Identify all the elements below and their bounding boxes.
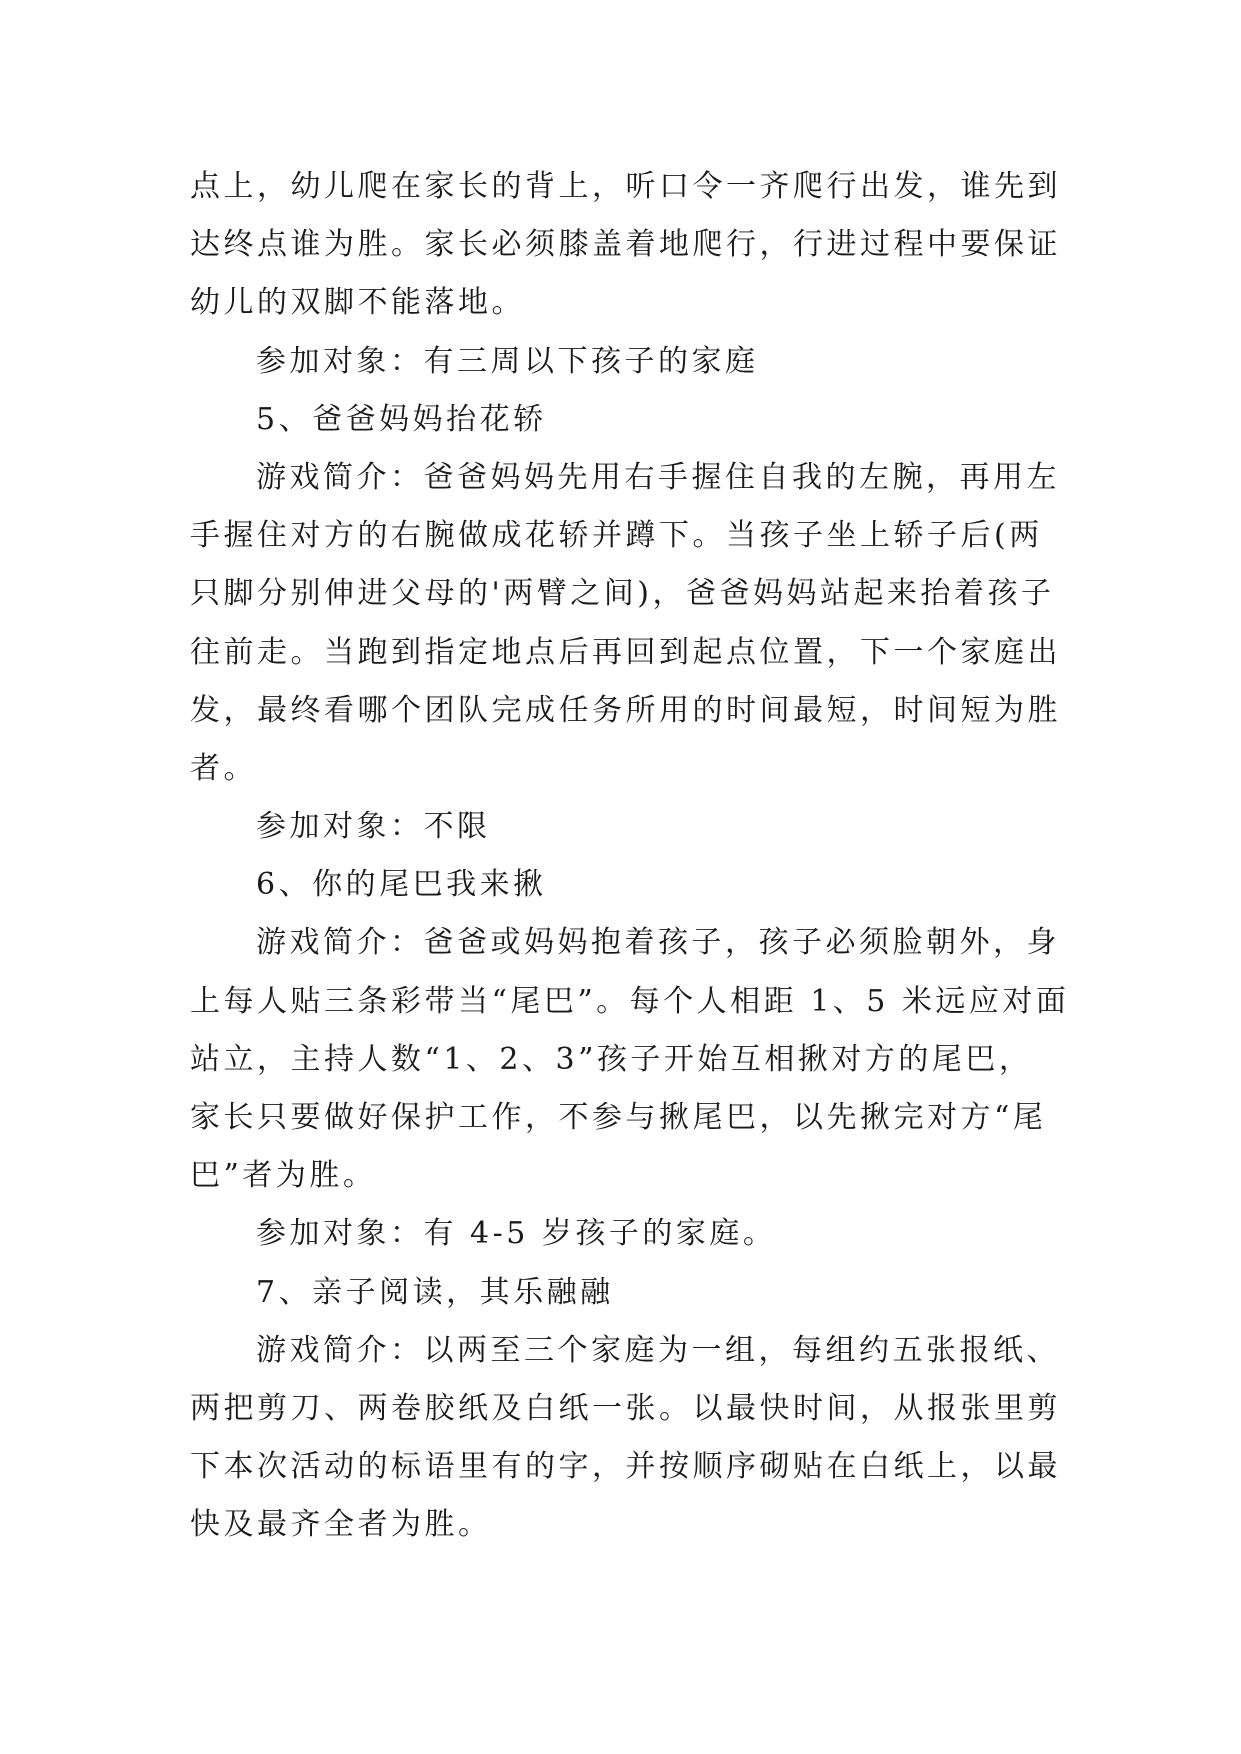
text-line: 站立，主持人数“1、2、3”孩子开始互相揪对方的尾巴， [190,1041,1033,1077]
text-line: 者。 [190,750,257,786]
text-line: 下本次活动的标语里有的字，并按顺序砌贴在白纸上，以最 [190,1449,1061,1485]
text-line: 达终点谁为胜。家长必须膝盖着地爬行，行进过程中要保证 [190,227,1061,263]
text-line: 手握住对方的右腕做成花轿并蹲下。当孩子坐上轿子后(两 [190,518,1043,554]
text-line: 快及最齐全者为胜。 [190,1507,492,1543]
text-line: 两把剪刀、两卷胶纸及白纸一张。以最快时间，从报张里剪 [190,1390,1061,1426]
participants-line: 参加对象：有 4-5 岁孩子的家庭。 [256,1216,777,1252]
game-heading: 7、亲子阅读，其乐融融 [256,1274,614,1310]
text-line: 往前走。当跑到指定地点后再回到起点位置，下一个家庭出 [190,634,1061,670]
game-description-line: 游戏简介：爸爸或妈妈抱着孩子，孩子必须脸朝外，身 [256,925,1060,961]
document-page [190,158,1070,1555]
text-line: 点上，幼儿爬在家长的背上，听口令一齐爬行出发，谁先到 [190,169,1061,204]
game-heading: 5、爸爸妈妈抬花轿 [256,401,547,437]
game-description-line: 游戏简介：爸爸妈妈先用右手握住自我的左腕，再用左 [256,459,1060,495]
text-line: 只脚分别伸进父母的'两臂之间)，爸爸妈妈站起来抬着孩子 [190,576,1055,612]
text-line: 家长只要做好保护工作，不参与揪尾巴，以先揪完对方“尾 [190,1100,1047,1135]
participants-line: 参加对象：有三周以下孩子的家庭 [256,343,759,379]
text-line: 巴”者为胜。 [190,1158,377,1194]
game-heading: 6、你的尾巴我来揪 [256,867,547,903]
text-line: 发，最终看哪个团队完成任务所用的时间最短，时间短为胜 [190,692,1061,728]
participants-line: 参加对象：不限 [256,809,491,845]
game-description-line: 游戏简介：以两至三个家庭为一组，每组约五张报纸、 [256,1332,1060,1368]
text-line: 上每人贴三条彩带当“尾巴”。每个人相距 1、5 米远应对面 [190,983,1070,1019]
text-line: 幼儿的双脚不能落地。 [190,285,525,321]
